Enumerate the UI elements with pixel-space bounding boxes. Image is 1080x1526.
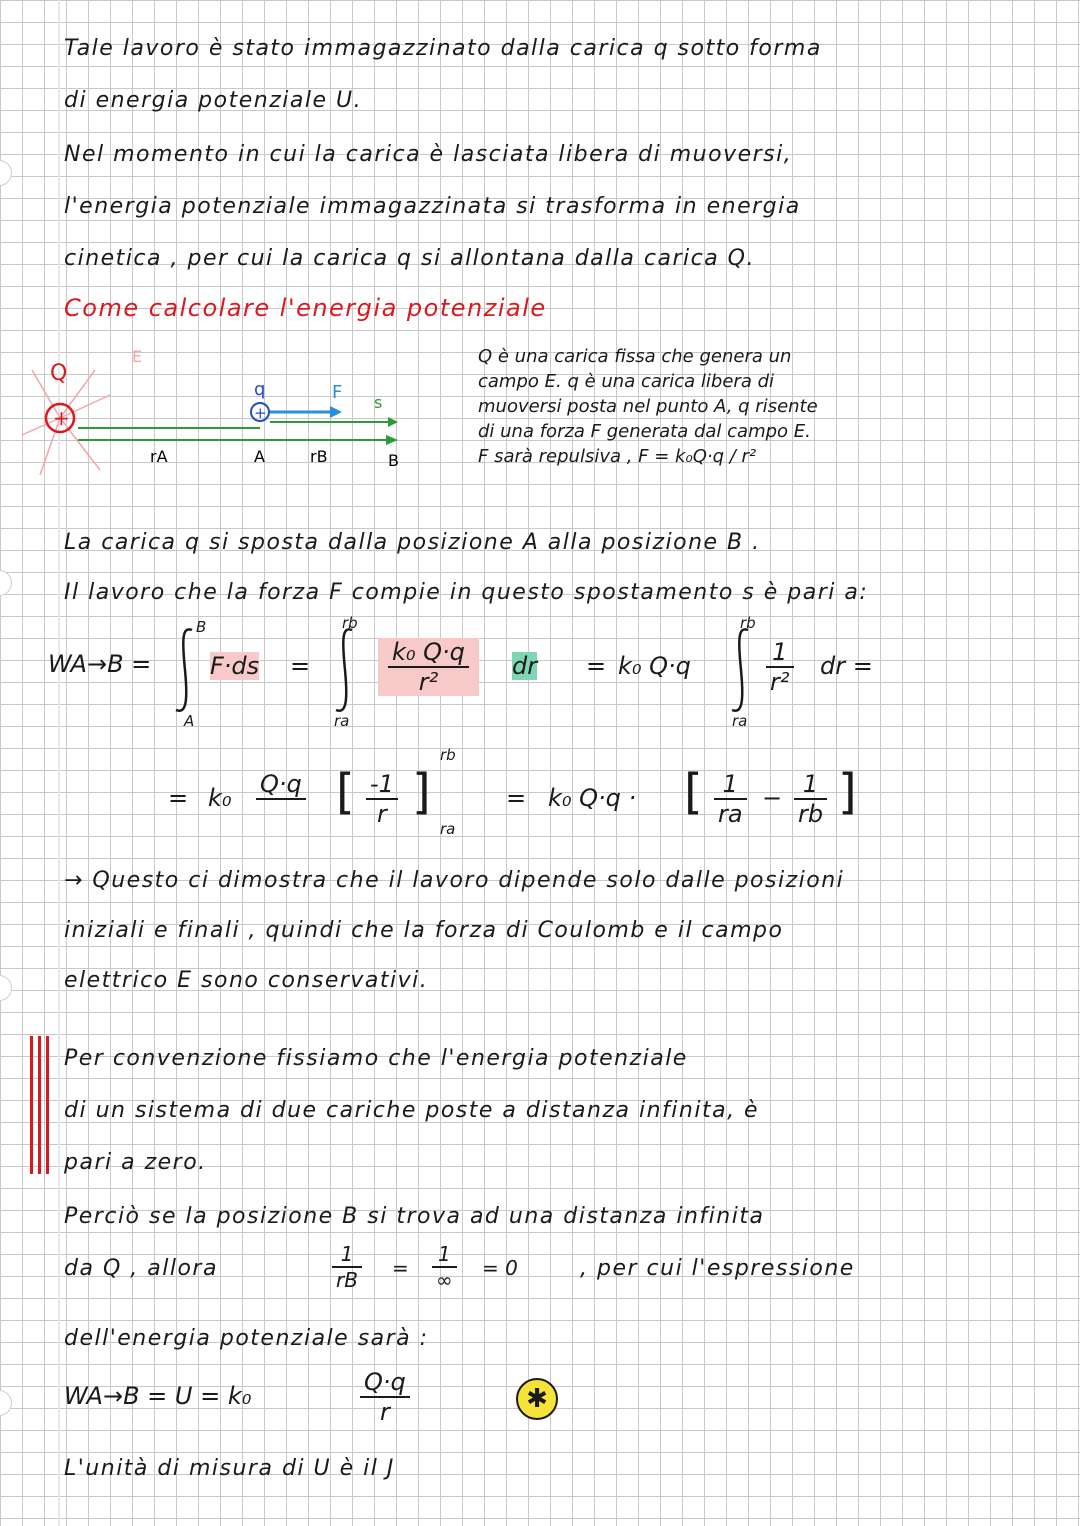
point-B-label: B <box>388 451 399 470</box>
field-label: E <box>132 347 143 366</box>
coulomb-denominator: r² <box>418 668 439 696</box>
emphasis-bar <box>30 1036 33 1174</box>
binder-hole <box>0 160 12 186</box>
final-numerator: Q·q <box>360 1368 410 1398</box>
fraction-ra-num: 1 <box>714 770 747 800</box>
integral-sign <box>726 620 756 720</box>
integral-lower: ra <box>732 712 748 730</box>
inverse-square-numerator: 1 <box>766 638 794 668</box>
antiderivative-num: -1 <box>366 770 398 800</box>
coulomb-numerator: k₀ Q·q <box>388 638 469 668</box>
binder-hole <box>0 975 12 1001</box>
integral-upper: rb <box>740 614 756 632</box>
binder-hole <box>0 1390 12 1416</box>
charge-product <box>250 770 312 828</box>
diagram-note: Q è una carica fissa che genera un campo E. q è una carica libera di muoversi posta nel punto A, q risente di una forza F generata dal campo E. F sarà repulsiva , F = k₀Q·q / r² <box>478 346 818 467</box>
charge-diagram <box>20 340 440 490</box>
integral-upper: B <box>196 618 207 636</box>
constant-factor: k₀ Q·q <box>618 652 691 680</box>
integral-lower: A <box>184 712 195 730</box>
text-line: La carica q si sposta dalla posizione A alla posizione B . <box>64 530 761 555</box>
emphasis-bar <box>46 1036 49 1174</box>
displacement-label: s <box>374 393 383 412</box>
eval-upper: rb <box>440 746 456 764</box>
fraction-inf <box>426 1242 463 1292</box>
antiderivative <box>360 770 404 828</box>
eval-lower: ra <box>440 820 456 838</box>
charge-Q-label: Q <box>50 361 68 386</box>
antiderivative-den: r <box>377 800 387 828</box>
zero-result: = 0 <box>482 1256 518 1280</box>
left-bracket: [ <box>684 764 703 820</box>
integral-sign <box>330 620 360 720</box>
displacement-arrowhead <box>388 417 398 427</box>
fraction-rB-den: rB <box>336 1268 358 1292</box>
text-line: pari a zero. <box>64 1150 207 1175</box>
charge-q-label: q <box>254 379 266 400</box>
text-line: Tale lavoro è stato immagazzinato dalla carica q sotto forma <box>64 36 822 61</box>
inverse-square-denominator: r² <box>770 668 790 696</box>
binder-hole <box>0 570 12 596</box>
text-line: di energia potenziale U. <box>64 88 363 113</box>
final-denominator: r <box>379 1398 390 1426</box>
text-line: → Questo ci dimostra che il lavoro dipende solo dalle posizioni <box>64 868 845 893</box>
fraction-inf-den: ∞ <box>436 1268 453 1292</box>
charge-q-sign: + <box>254 404 267 422</box>
left-bracket: [ <box>336 764 355 820</box>
fraction-ra <box>708 770 753 828</box>
distance-rA-label: rA <box>150 447 168 466</box>
right-bracket: ] <box>412 764 431 820</box>
star-icon: ✱ <box>516 1378 558 1420</box>
integrand-F-ds: F·ds <box>210 652 260 680</box>
equals-sign: = <box>506 784 527 812</box>
charge-Q-sign: + <box>53 406 70 430</box>
charge-product-num: Q·q <box>256 770 306 800</box>
distance-rB-label: rB <box>310 447 328 466</box>
fraction-inf-num: 1 <box>432 1242 457 1268</box>
text-line: cinetica , per cui la carica q si allontana dalla carica Q. <box>64 246 755 271</box>
text-line: Nel momento in cui la carica è lasciata libera di muoversi, <box>64 142 793 167</box>
struck-denominator <box>256 800 306 828</box>
final-fraction <box>354 1368 416 1426</box>
coulomb-fraction <box>378 638 479 696</box>
emphasis-bar <box>38 1036 41 1174</box>
constant-factor: k₀ Q·q · <box>548 784 637 812</box>
point-A-label: A <box>254 447 265 466</box>
inverse-square <box>760 638 800 696</box>
text-line: L'unità di misura di U è il J <box>64 1456 395 1481</box>
constant-k0: k₀ <box>208 784 232 812</box>
page-margin <box>58 0 60 1526</box>
text-line: iniziali e finali , quindi che la forza di Coulomb e il campo <box>64 918 784 943</box>
minus-sign: − <box>762 784 783 812</box>
integral-upper: rb <box>342 614 358 632</box>
right-bracket: ] <box>838 764 857 820</box>
text-line: da Q , allora <box>64 1256 218 1281</box>
fraction-rb-num: 1 <box>794 770 827 800</box>
fraction-rB <box>326 1242 368 1292</box>
distance-arrowhead <box>386 435 398 445</box>
differential-dr: dr = <box>820 652 873 680</box>
text-line: dell'energia potenziale sarà : <box>64 1326 429 1351</box>
fraction-rb-den: rb <box>798 800 824 828</box>
final-formula-label: WA→B = U = k₀ <box>64 1382 252 1410</box>
section-heading: Come calcolare l'energia potenziale <box>64 294 547 322</box>
text-line: di un sistema di due cariche poste a distanza infinita, è <box>64 1098 760 1123</box>
fraction-rb <box>788 770 833 828</box>
fraction-rB-num: 1 <box>332 1242 362 1268</box>
fraction-ra-den: ra <box>718 800 743 828</box>
text-line: elettrico E sono conservativi. <box>64 968 429 993</box>
work-label: WA→B = <box>48 650 152 678</box>
text-line: Il lavoro che la forza F compie in questo spostamento s è pari a: <box>64 580 869 605</box>
differential-dr: dr <box>512 652 538 680</box>
text-line: , per cui l'espressione <box>580 1256 855 1281</box>
equals-sign: = <box>290 652 311 680</box>
equals-sign: = <box>168 784 189 812</box>
force-label: F <box>332 382 343 403</box>
text-line: l'energia potenziale immagazzinata si trasforma in energia <box>64 194 801 219</box>
integral-lower: ra <box>334 712 350 730</box>
text-line: Perciò se la posizione B si trova ad una distanza infinita <box>64 1204 765 1229</box>
equals-sign: = <box>586 652 607 680</box>
text-line: Per convenzione fissiamo che l'energia potenziale <box>64 1046 688 1071</box>
force-arrowhead <box>330 406 342 418</box>
equals-sign: = <box>392 1256 409 1280</box>
